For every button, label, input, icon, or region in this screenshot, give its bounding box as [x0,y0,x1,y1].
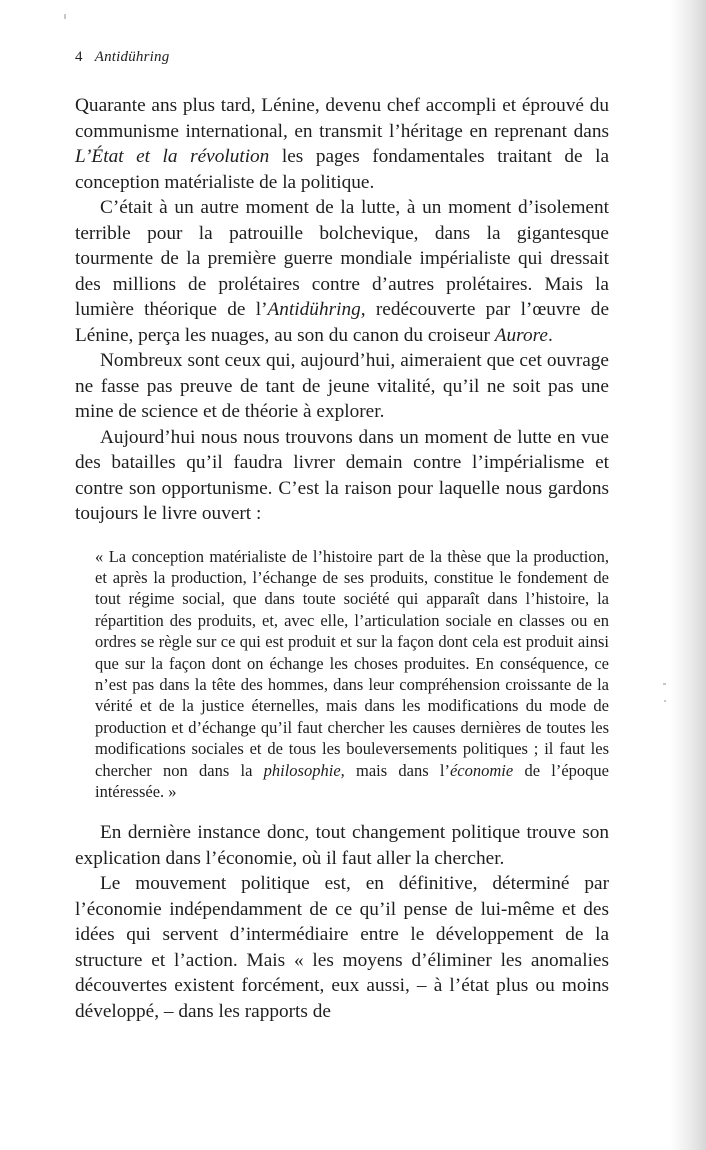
paragraph-text: , redécouverte par l’œuvre de Lénine, perça les nuages, au son du canon du croiseur [75,299,610,346]
scan-speck [64,14,66,19]
page-edge-shadow [670,0,706,1150]
scan-speck [664,700,666,702]
scan-speck [663,683,666,685]
paragraph-text: Quarante ans plus tard, Lénine, devenu chef accompli et éprouvé du communisme international, en transmit l’héritage en reprenant dans [75,95,609,142]
paragraph-text: les pages fondamentales traitant de la conception matérialiste de la politique. [75,146,609,193]
running-header [75,49,169,66]
ship-name: Aurore [494,324,548,346]
paragraph [75,93,609,195]
paragraph [75,195,609,348]
paragraph-text: . [547,324,553,346]
quote-text: de l’époque intéressée. » [95,760,609,801]
book-title: Antidühring [267,299,361,320]
running-title: Antidühring [94,49,170,65]
paragraph: Aujourd’hui nous nous trouvons dans un moment de lutte en vue des batailles qu’il faudra livrer demain contre l’impérialisme et contre son opportunisme. C’est la raison pour laquelle nous gardons toujours le livre ouvert : [75,426,609,524]
quote-text: « La conception matérialiste de l’histoire part de la thèse que la production, et après la production, l’échange de ses produits, constitue le fondement de tout régime social, que dans toute société qui apparaît dans l’histoire, la répartition des produits, et, avec elle, l’articulation sociale en classes ou en ordres se règle sur ce qui est produit et sur la façon dont cela est produit ainsi que sur la façon dont on échange les choses produites. En conséquence, ce n’est pas dans la tête des hommes, dans leur compréhension croissante de la vérité et de la justice éternelles, mais dans les modifications du mode de production et d’échange qu’il faut chercher les causes dernières de toutes les modifications sociales et de tous les bouleversements politiques ; il faut les chercher non dans la [95,546,609,780]
page-body [75,93,609,1024]
book-title: L’État et la révolution [75,146,270,167]
quote-text: mais dans l’ [344,760,450,780]
paragraph: Le mouvement politique est, en définitive, déterminé par l’économie indépendamment de ce qu’il pense de lui-même et des idées qui servent d’intermédiaire entre le développement de la structure et l’action. Mais « les moyens d’éliminer les anomalies découvertes existent forcément, eux aussi, – à l’état plus ou moins développé, – dans les rapports de [75,873,609,1022]
quote-emphasis: philosophie, [263,760,345,780]
quote-emphasis: économie [449,760,514,780]
paragraph-text: C’était à un autre moment de la lutte, à un moment d’isolement terrible pour la patrouille bolchevique, dans la gigantesque tourmente de la première guerre mondiale impérialiste qui dressait des millions de prolétaires contre d’autres prolétaires. Mais la lumière théorique de l’ [75,197,609,320]
block-quote [95,546,609,803]
page-number: 4 [75,49,83,65]
paragraph: Nombreux sont ceux qui, aujourd’hui, aimeraient que cet ouvrage ne fasse pas preuve de tant de jeune vitalité, qu’il ne soit pas une mine de science et de théorie à explorer. [75,350,609,422]
paragraph: En dernière instance donc, tout changement politique trouve son explication dans l’économie, où il faut aller la chercher. [75,822,609,869]
